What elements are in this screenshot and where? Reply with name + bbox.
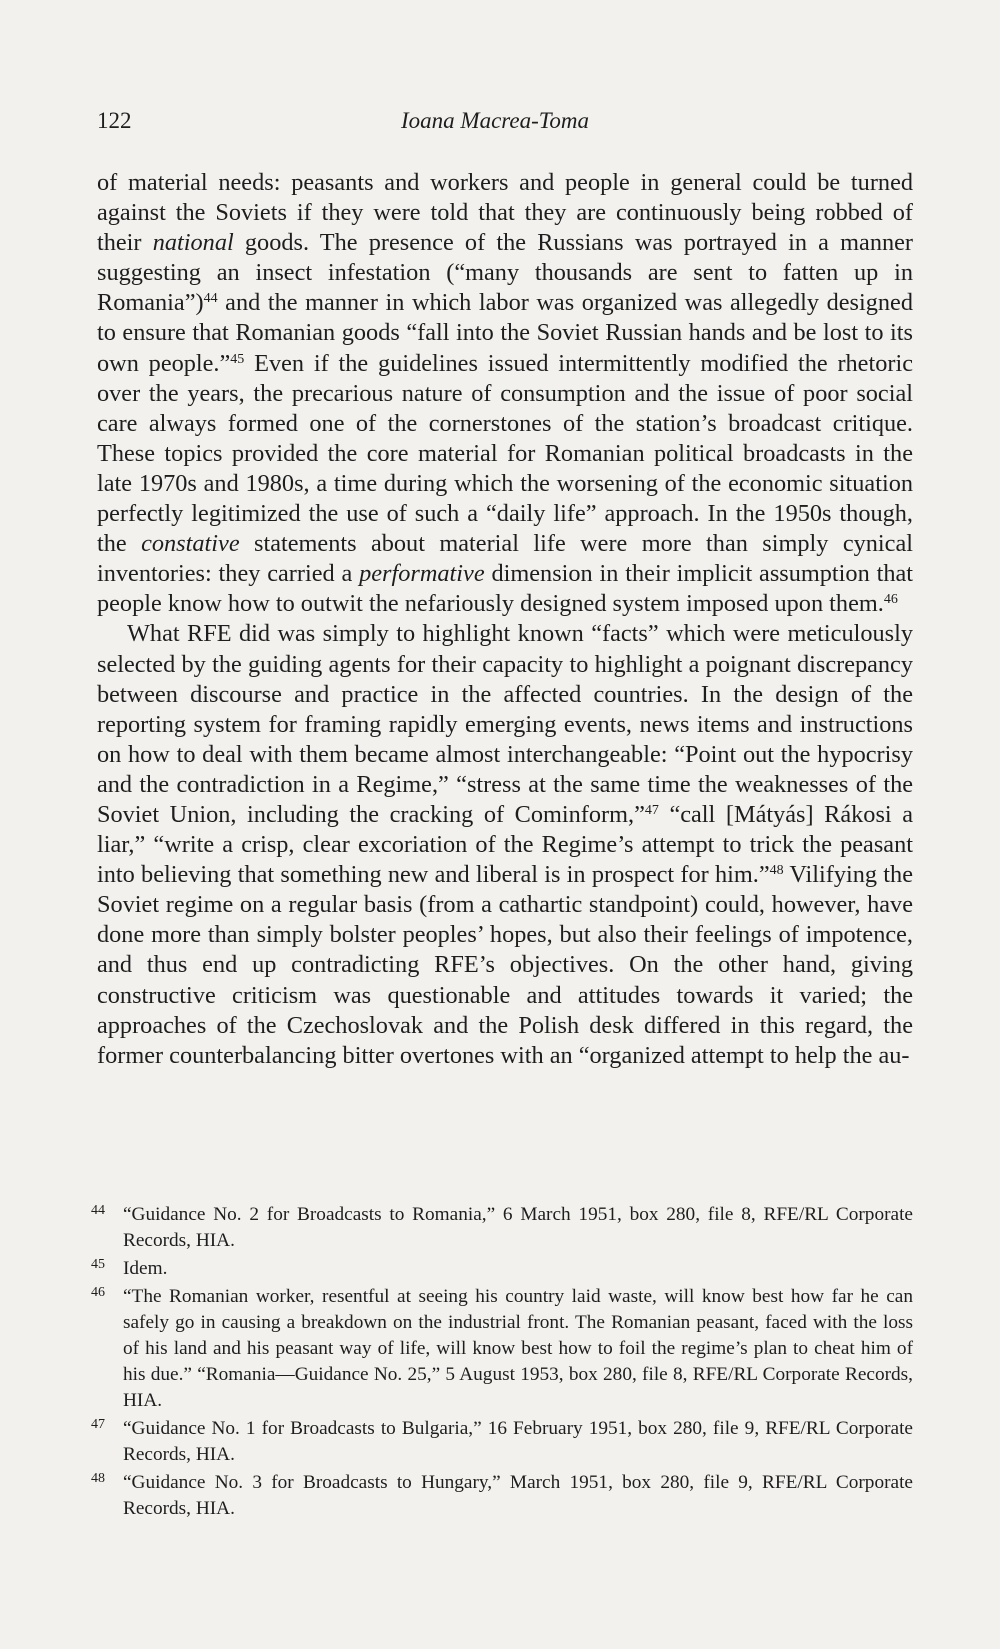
page-number: 122 — [97, 108, 132, 133]
footnote-number: 44 — [91, 1203, 105, 1218]
paragraph: What RFE did was simply to highlight known “facts” which were meticulously selected by the guiding agents for their capacity to highlight a poignant discrepancy between discourse and practice in the affected countries. In the design of the reporting system for framing rapidly emerging events, news items and instructions on how to deal with them became almost interchangeable: “Point out the hypocrisy and the contradiction in a Regime,” “stress at the same time the weaknesses of the Soviet Union, including the cracking of Cominform,”$^{47}$ “call [Mátyás] Rákosi a liar,” “write a crisp, clear excoriation of the Regime’s attempt to trick the peasant into believing that something new and liberal is in prospect for him.”$^{48}$ Vilifying the Soviet regime on a regular basis (from a cathartic standpoint) could, however, have done more than simply bolster peoples’ hopes, but also their feelings of impotence, and thus end up contradicting RFE’s objectives. On the other hand, giving constructive criticism was questionable and attitudes towards it varied; the approaches of the Czechoslovak and the Polish desk differed in this regard, the former counterbalancing bitter overtones with an “organized attempt to help the au- — [97, 620, 913, 1069]
running-head — [97, 108, 913, 142]
footnote-ref: 46 — [883, 592, 898, 608]
footnote — [91, 1256, 913, 1282]
running-head-author: Ioana Macrea-Toma — [401, 108, 590, 133]
footnote-number: 47 — [91, 1417, 105, 1432]
footnote-number: 48 — [91, 1471, 105, 1486]
footnote-number: 46 — [91, 1285, 105, 1300]
emphasis: national — [152, 229, 234, 257]
footnotes — [91, 1202, 913, 1524]
footnote — [91, 1416, 913, 1468]
paragraph: of material needs: peasants and workers and people in general could be turned against the Soviets if they were told that they are continuously being robbed of their national goods. The presence of the Russians was portrayed in a manner suggesting an insect infestation (“many thousands are sent to fatten up in Romania”)$^{44}$ and the manner in which labor was organized was allegedly designed to ensure that Romanian goods “fall into the Soviet Russian hands and be lost to its own people.”$^{45}$ Even if the guidelines issued intermittently modified the rhetoric over the years, the precarious nature of consumption and the issue of poor social care always formed one of the cornerstones of the station’s broadcast critique. These topics provided the core material for Romanian political broadcasts in the late 1970s and 1980s, a time during which the worsening of the economic situation perfectly legitimized the use of such a “daily life” approach. In the 1950s though, the constative statements about material life were more than simply cynical inventories: they carried a performative dimension in their implicit assumption that people know how to outwit the nefariously designed system imposed upon them.$^{46}$ — [97, 169, 913, 618]
footnote — [91, 1284, 913, 1414]
footnote-text: Idem. — [123, 1258, 168, 1279]
footnote-text: “Guidance No. 1 for Broadcasts to Bulgaria,” 16 February 1951, box 280, file 9, RFE/RL Corporate Records, HIA. — [123, 1418, 913, 1465]
body-text — [97, 168, 913, 1071]
footnote-text: “Guidance No. 2 for Broadcasts to Romania,” 6 March 1951, box 280, file 8, RFE/RL Corporate Records, HIA. — [123, 1204, 913, 1251]
footnote-ref: 47 — [644, 802, 659, 818]
footnote-text: “Guidance No. 3 for Broadcasts to Hungary,” March 1951, box 280, file 9, RFE/RL Corporate Records, HIA. — [123, 1472, 913, 1519]
emphasis: constative — [141, 530, 240, 558]
footnote — [91, 1470, 913, 1522]
footnote-ref: 44 — [203, 291, 218, 307]
footnote-text: “The Romanian worker, resentful at seeing his country laid waste, will know best how far he can safely go in causing a breakdown on the industrial front. The Romanian peasant, faced with the loss of his land and his peasant way of life, will know best how to foil the regime’s plan to cheat him of his due.” “Romania—Guidance No. 25,” 5 August 1953, box 280, file 8, RFE/RL Corporate Records, HIA. — [123, 1286, 913, 1411]
footnote-number: 45 — [91, 1257, 105, 1272]
footnote — [91, 1202, 913, 1254]
footnote-ref: 48 — [769, 863, 784, 879]
emphasis: performative — [359, 560, 485, 588]
footnote-ref: 45 — [230, 351, 245, 367]
